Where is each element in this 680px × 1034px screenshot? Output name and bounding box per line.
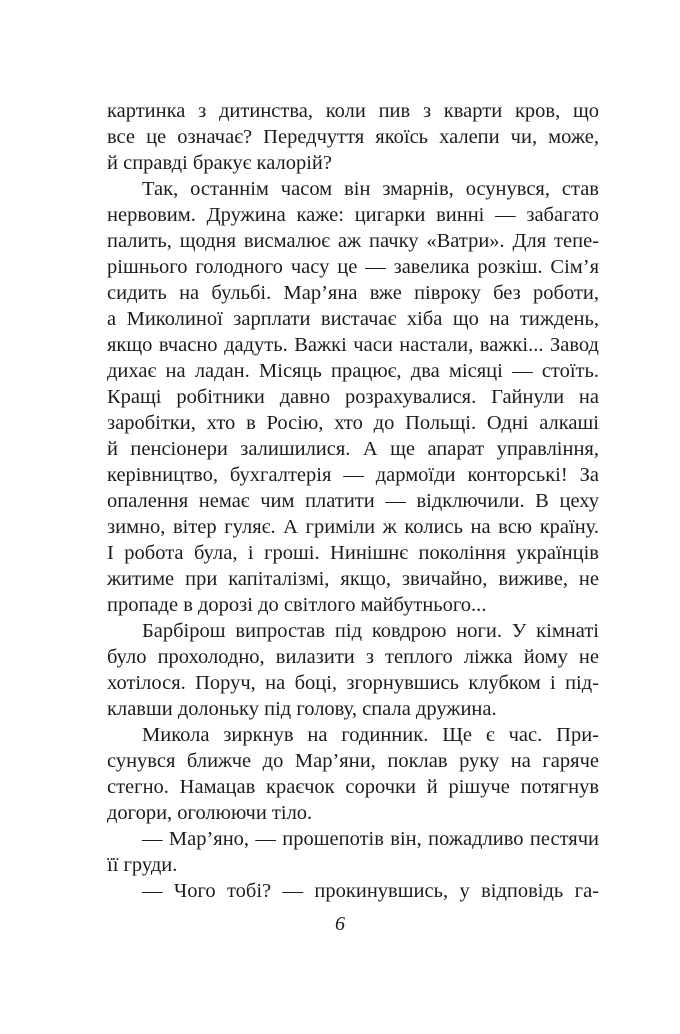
text-line: І робота була, і гроші. Нинішнє покоління українців: [107, 542, 599, 564]
text-line: клавши долоньку під голову, спала дружина.: [107, 698, 497, 720]
page-number: 6: [335, 913, 345, 935]
text-line: — Мар’яно, — прошепотів він, пожадливо пестячи: [142, 828, 599, 850]
text-line: житиме при капіталізмі, якщо, звичайно, виживе, не: [107, 568, 599, 590]
text-line: й справді бракує калорій?: [107, 152, 332, 174]
text-line: Микола зиркнув на годинник. Ще є час. При-: [142, 724, 599, 746]
text-line: все це означає? Передчуття якоїсь халепи чи, може,: [107, 126, 599, 148]
text-line: дихає на ладан. Місяць працює, два місяці — стоїть.: [107, 360, 599, 382]
text-line: й пенсіонери залишилися. А ще апарат управління,: [107, 438, 599, 460]
text-line: — Чого тобі? — прокинувшись, у відповідь га-: [142, 880, 599, 902]
text-line: рішнього голодного часу це — завелика розкіш. Сім’я: [107, 256, 599, 278]
text-line: стегно. Намацав краєчок сорочки й рішуче потягнув: [107, 776, 599, 798]
text-line: догори, оголюючи тіло.: [107, 802, 313, 824]
text-line: зимно, вітер гуляє. А гриміли ж колись на всю країну.: [107, 516, 599, 538]
text-line: картинка з дитинства, коли пив з кварти кров, що: [107, 100, 599, 122]
text-line: нервовим. Дружина каже: цигарки винні — забагато: [107, 204, 599, 226]
text-line: а Миколиної зарплати вистачає хіба що на тиждень,: [107, 308, 599, 330]
text-line: сидить на бульбі. Мар’яна вже півроку без роботи,: [107, 282, 599, 304]
text-line: сунувся ближче до Мар’яни, поклав руку на гаряче: [107, 750, 599, 772]
text-line: якщо вчасно дадуть. Важкі часи настали, важкі... Завод: [107, 334, 599, 356]
body-text: [107, 98, 599, 904]
text-line: заробітки, хто в Росію, хто до Польщі. Одні алкаші: [107, 412, 599, 434]
text-line: пропаде в дорозі до світлого майбутнього...: [107, 594, 487, 616]
text-line: палить, щодня висмалює аж пачку «Ватри». Для тепе-: [107, 230, 599, 252]
text-line: було прохолодно, вилазити з теплого ліжка йому не: [107, 646, 599, 668]
text-line: Кращі робітники давно розрахувалися. Гайнули на: [107, 386, 599, 408]
text-line: Барбірош випростав під ковдрою ноги. У кімнаті: [142, 620, 599, 642]
text-line: керівництво, бухгалтерія — дармоїди конторські! За: [107, 464, 599, 486]
text-line: опалення немає чим платити — відключили. В цеху: [107, 490, 599, 512]
text-line: хотілося. Поруч, на боці, згорнувшись клубком і під-: [107, 672, 599, 694]
text-line: Так, останнім часом він змарнів, осунувся, став: [142, 178, 599, 200]
text-line: її груди.: [107, 854, 178, 876]
